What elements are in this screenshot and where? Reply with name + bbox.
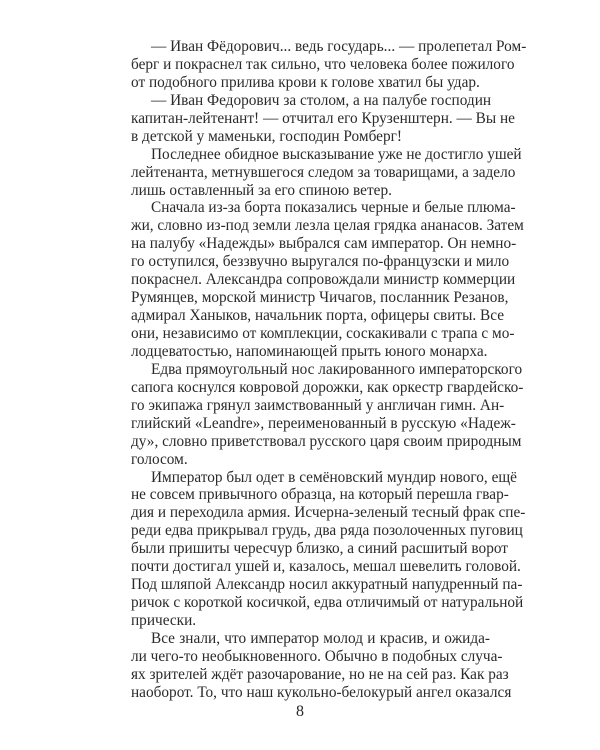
text-line: от подобного прилива крови к голове хватил бы удар. <box>131 73 480 91</box>
text-line: Император был одет в семёновский мундир нового, ещё <box>151 468 517 486</box>
text-line: Под шляпой Александр носил аккуратный напудренный па- <box>131 576 523 594</box>
text-line: дия и переходила армия. Исчерна-зеленый тесный фрак спе- <box>131 504 526 522</box>
text-line: капитан-лейтенант! — отчитал его Крузенштерн. — Вы не <box>131 109 515 127</box>
text-line: реди едва прикрывал грудь, два ряда позолоченных пуговиц <box>131 522 523 540</box>
text-line: го оступился, беззвучно выругался по-французски и мило <box>131 253 510 271</box>
text-line: сапога коснулся ковровой дорожки, как оркестр гвардейско- <box>131 378 524 396</box>
text-line: не совсем привычного образца, на который перешла гвар- <box>131 486 509 504</box>
text-line: голосом. <box>131 450 188 468</box>
text-line: в детской у маменьки, господин Ромберг! <box>131 127 402 145</box>
text-line: адмирал Ханыков, начальник порта, офицеры свиты. Все <box>131 307 505 325</box>
text-line: — Иван Федорович за столом, а на палубе господин <box>151 91 492 109</box>
text-line: жи, словно из-под земли лезла целая грядка ананасов. Затем <box>131 217 524 235</box>
text-line: Едва прямоугольный нос лакированного императорского <box>151 360 523 378</box>
text-line: Сначала из-за борта показались черные и белые плюма- <box>151 199 516 217</box>
page-number: 8 <box>296 703 304 720</box>
text-line: почти достигал ушей и, казалось, мешал шевелить головой. <box>131 558 521 576</box>
text-line: Все знали, что император молод и красив, и ожида- <box>151 629 490 647</box>
text-line: прически. <box>131 612 197 629</box>
text-line: ду», словно приветствовал русского царя своим природным <box>131 432 522 450</box>
text-line: ли чего-то необыкновенного. Обычно в подобных случа- <box>131 647 503 665</box>
text-line: лодцеватостью, напоминающей прыть юного монарха. <box>131 342 488 360</box>
text-line: ричок с короткой косичкой, едва отличимый от натуральной <box>131 594 524 612</box>
paragraph <box>131 91 515 146</box>
paragraph <box>131 629 512 702</box>
paragraph <box>131 468 526 630</box>
text-line: они, независимо от комплекции, соскакивали с трапа с мо- <box>131 325 515 342</box>
text-line: го экипажа грянул заимствованный у англичан гимн. Ан- <box>131 396 505 414</box>
text-line: на палубу «Надежды» выбрался сам император. Он немно- <box>131 235 517 253</box>
text-line: лейтенанта, метнувшегося следом за товарищами, а задело <box>131 163 516 181</box>
text-line: лишь оставленный за его спиною ветер. <box>131 181 392 199</box>
paragraph <box>131 199 524 360</box>
paragraph <box>131 145 522 200</box>
paragraph <box>131 38 527 92</box>
text-line: Румянцев, морской министр Чичагов, посланник Резанов, <box>131 289 509 307</box>
text-line: — Иван Фёдорович... ведь государь... — пролепетал Ром- <box>151 38 527 55</box>
text-line: Последнее обидное высказывание уже не достигло ушей <box>151 145 522 163</box>
paragraph <box>131 360 524 469</box>
text-line: покраснел. Александра сопровождали министр коммерции <box>131 271 516 289</box>
text-line: ях зрителей ждёт разочарование, но не на сей раз. Как раз <box>131 665 509 683</box>
text-line: наоборот. То, что наш кукольно-белокурый ангел оказался <box>131 683 512 701</box>
page-body <box>131 38 527 702</box>
text-line: берг и покраснел так сильно, что человека более пожилого <box>131 55 515 73</box>
text-line: глийский «Leandre», переименованный в русскую «Надеж- <box>131 414 516 432</box>
text-line: были пришиты чересчур близко, а синий расшитый ворот <box>131 540 508 558</box>
